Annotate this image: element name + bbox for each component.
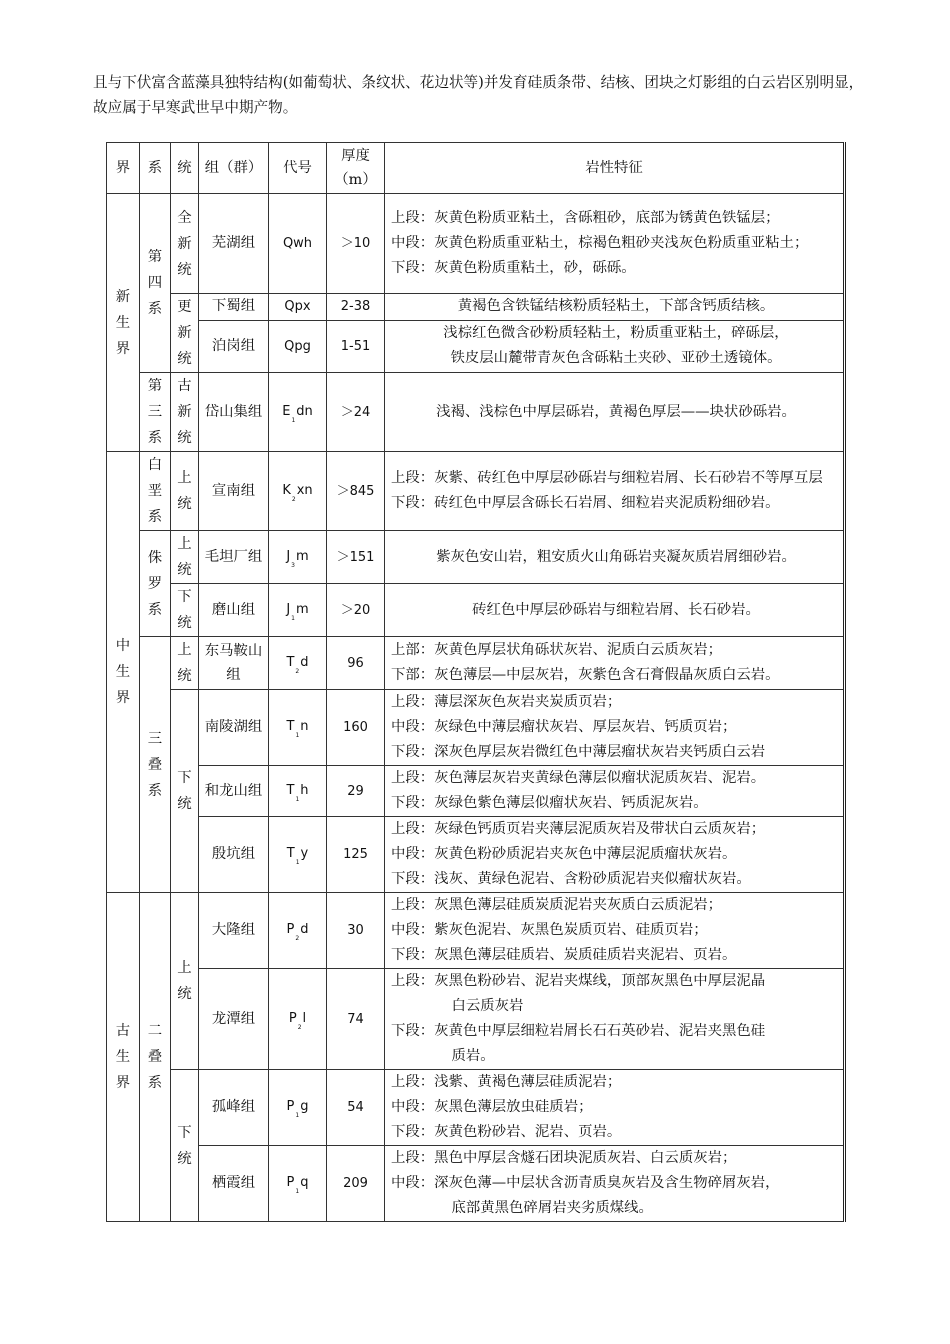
header-formation: 组（群）: [199, 143, 269, 194]
formation-cell: [199, 766, 269, 817]
lithology-line: 下段：灰黑色薄层硅质岩、炭质硅质岩夹泥岩、页岩。: [391, 947, 737, 963]
code-letter: P: [286, 1099, 295, 1114]
lithology-cell: [385, 194, 845, 294]
stratum-code: Qpg: [284, 338, 311, 354]
code-subscript: 1: [295, 1188, 300, 1195]
thickness-value: 96: [347, 655, 364, 671]
code-letter: J: [286, 548, 291, 564]
lithology-line: 上段：灰黑色薄层硅质炭质泥岩夹灰质白云质泥岩；: [391, 897, 722, 913]
code-cell: [269, 452, 327, 531]
lithology-cell: [385, 817, 845, 893]
table-row: [107, 766, 845, 817]
stratum-code: [282, 482, 313, 503]
lithology-line: 中段：灰黄色粉质重亚粘土，棕褐色粗砂夹浅灰色粉质重亚粘土；: [391, 235, 809, 251]
code-cell: [269, 294, 327, 321]
formation-name: 岱山集组: [204, 403, 263, 420]
lithology-line: 上部：灰黄色厚层状角砾状灰岩、泥质白云质灰岩；: [391, 642, 722, 658]
code-cell: [269, 893, 327, 969]
lithology-line: 中段：紫灰色泥岩、灰黑色炭质页岩、硅质页岩；: [391, 922, 708, 938]
code-rest: d: [300, 654, 309, 670]
lithology-line: 下段：浅灰、黄绿色泥岩、含粉砂质泥岩夹似瘤状灰岩。: [391, 871, 751, 887]
stratum-code: Qpx: [284, 299, 311, 315]
formation-cell: [199, 294, 269, 321]
formation-name: 大隆组: [211, 922, 256, 938]
series-cell: 上统: [171, 637, 199, 690]
system-cell: 三叠系: [140, 637, 171, 893]
code-subscript: 1: [295, 732, 300, 739]
lithology-line: 上段：黑色中厚层含燧石团块泥质灰岩、白云质灰岩；: [391, 1150, 737, 1166]
stratum-code: [286, 1175, 309, 1195]
stratum-code: [282, 403, 313, 424]
lithology-cell: [385, 969, 845, 1070]
code-cell: [269, 817, 327, 893]
series-cell: 古新统: [171, 373, 199, 452]
stratum-code: [286, 548, 309, 569]
lithology-line: 黄褐色含铁锰结核粉质轻粘土，下部含钙质结核。: [457, 298, 775, 315]
thickness-cell: [327, 817, 385, 893]
stratum-code: [286, 1099, 309, 1119]
thickness-cell: [327, 893, 385, 969]
system-cell: 白垩系: [140, 452, 171, 531]
code-cell: [269, 969, 327, 1070]
formation-cell: [199, 1070, 269, 1146]
thickness-value: ＞10: [340, 236, 371, 251]
thickness-cell: [327, 320, 385, 372]
stratigraphy-table: [106, 142, 846, 1222]
formation-cell: [199, 969, 269, 1070]
formation-name: 毛坦厂组: [204, 548, 263, 565]
lithology-line: 中段：灰黑色薄层放虫硅质岩；: [391, 1099, 593, 1115]
intro-paragraph: 且与下伏富含蓝藻具独特结构(如葡萄状、条纹状、花边状等)并发育硅质条带、结核、团块之灯影组的白云岩区别明显，故应属于早寒武世早中期产物。: [93, 74, 864, 116]
table-row: [107, 531, 845, 584]
code-rest: g: [300, 1099, 309, 1114]
code-cell: [269, 373, 327, 452]
system-cell: 侏罗系: [140, 531, 171, 637]
thickness-value: 54: [347, 1100, 364, 1115]
formation-name: 和龙山组: [204, 782, 263, 799]
table-row: [107, 1070, 845, 1146]
system-cell: 第四系: [140, 194, 171, 373]
lithology-line: 下段：灰绿色紫色薄层似瘤状灰岩、钙质泥灰岩。: [391, 795, 708, 811]
header-series: 统: [171, 143, 199, 194]
formation-name: 殷坑组: [211, 846, 256, 862]
code-cell: [269, 690, 327, 766]
system-cell: 第三系: [140, 373, 171, 452]
lithology-line: 上段：灰黄色粉质亚粘土，含砾粗砂，底部为锈黄色铁锰层；: [391, 210, 780, 226]
lithology-line: 白云质灰岩: [451, 998, 524, 1014]
thickness-value: 30: [347, 923, 364, 938]
thickness-cell: [327, 194, 385, 294]
thickness-value: ＞151: [336, 549, 375, 565]
lithology-line: 下段：灰黄色粉质重粘土，砂，砾砾。: [391, 260, 636, 276]
formation-cell: [199, 531, 269, 584]
stratum-code: [288, 1010, 307, 1031]
lithology-line: 浅褐、浅棕色中厚层砾岩，黄褐色厚层——块状砂砾岩。: [436, 403, 796, 420]
header-lithology: 岩性特征: [385, 143, 845, 194]
thickness-cell: [327, 294, 385, 321]
thickness-value: 160: [343, 720, 368, 735]
stratum-code: [286, 922, 309, 942]
header-row: [107, 143, 845, 194]
thickness-value: 74: [347, 1011, 364, 1027]
lithology-line: 下段：砖红色中厚层含砾长石岩屑、细粒岩夹泥质粉细砂岩。: [391, 495, 780, 511]
table-row: [107, 194, 845, 294]
code-cell: [269, 531, 327, 584]
lithology-line: 上段：灰紫、砖红色中厚层砂砾岩与细粒岩屑、长石砂岩不等厚互层: [391, 470, 823, 486]
header-code: 代号: [269, 143, 327, 194]
code-letter: K: [282, 482, 291, 498]
lithology-line: 中段：深灰色薄—中层状含沥青质臭灰岩及含生物碎屑灰岩，: [391, 1175, 780, 1191]
formation-name: 龙潭组: [211, 1010, 256, 1027]
code-cell: [269, 194, 327, 294]
code-cell: [269, 320, 327, 372]
thickness-cell: [327, 452, 385, 531]
code-subscript: 2: [295, 935, 300, 942]
code-subscript: 1: [295, 1112, 300, 1119]
lithology-line: 下段：灰黄色中厚层细粒岩屑长石石英砂岩、泥岩夹黑色硅: [391, 1023, 766, 1039]
code-rest: xn: [296, 482, 313, 498]
lithology-line: 下段：灰黄色粉砂岩、泥岩、页岩。: [391, 1124, 622, 1140]
thickness-value: ＞24: [340, 404, 371, 420]
lithology-line: 上段：薄层深灰色灰岩夹炭质页岩；: [391, 694, 622, 710]
series-cell: 上统: [171, 893, 199, 1070]
thickness-cell: [327, 637, 385, 690]
formation-cell: [199, 320, 269, 372]
code-letter: P: [286, 1175, 295, 1190]
table-row: [107, 584, 845, 637]
code-subscript: 1: [295, 859, 300, 866]
table-row: [107, 373, 845, 452]
code-rest: q: [300, 1175, 309, 1190]
erathem-cell: 古生界: [107, 893, 140, 1222]
series-cell: 上统: [171, 452, 199, 531]
code-letter: T: [286, 782, 295, 798]
formation-name: 宣南组: [211, 482, 256, 499]
formation-name: 磨山组: [211, 601, 256, 618]
stratum-code: [286, 719, 309, 739]
formation-cell: [199, 194, 269, 294]
lithology-cell: [385, 1070, 845, 1146]
lithology-cell: [385, 690, 845, 766]
code-rest: n: [300, 719, 309, 734]
thickness-cell: [327, 1146, 385, 1222]
formation-name: 孤峰组: [211, 1099, 256, 1115]
code-rest: l: [302, 1010, 307, 1026]
code-letter: E: [282, 403, 291, 419]
stratum-code: [286, 654, 309, 675]
thickness-cell: [327, 969, 385, 1070]
thickness-cell: [327, 690, 385, 766]
formation-cell: [199, 817, 269, 893]
code-rest: d: [300, 922, 309, 937]
series-cell: 全新统: [171, 194, 199, 294]
formation-name: 南陵湖组: [204, 719, 263, 735]
thickness-cell: [327, 1070, 385, 1146]
formation-name: 东马鞍山组: [204, 642, 263, 683]
series-cell: 下统: [171, 584, 199, 637]
formation-cell: [199, 1146, 269, 1222]
formation-cell: [199, 690, 269, 766]
thickness-cell: [327, 766, 385, 817]
formation-cell: [199, 584, 269, 637]
lithology-line: 上段：灰黑色粉砂岩、泥岩夹煤线，顶部灰黑色中厚层泥晶: [391, 973, 766, 989]
lithology-line: 铁皮层山麓带青灰色含砾粘土夹砂、亚砂土透镜体。: [450, 350, 782, 367]
lithology-line: 质岩。: [451, 1048, 495, 1064]
thickness-value: ＞20: [340, 602, 371, 618]
thickness-value: 125: [343, 847, 368, 862]
code-rest: h: [300, 782, 309, 798]
series-cell: 更新统: [171, 294, 199, 373]
code-cell: [269, 1070, 327, 1146]
lithology-cell: [385, 320, 845, 372]
lithology-line: 浅棕红色微含砂粉质轻粘土，粉质重亚粘土，碎砾层，: [443, 325, 789, 342]
code-subscript: 3: [291, 561, 295, 569]
series-cell: 上统: [171, 531, 199, 584]
formation-name: 芜湖组: [211, 235, 256, 251]
thickness-cell: [327, 584, 385, 637]
lithology-line: 上段：灰绿色钙质页岩夹薄层泥质灰岩及带状白云质灰岩；: [391, 821, 766, 837]
table-row: [107, 637, 845, 690]
code-rest: dn: [296, 403, 313, 419]
system-cell: 二叠系: [140, 893, 171, 1222]
lithology-cell: [385, 294, 845, 321]
code-subscript: 1: [291, 416, 296, 424]
code-subscript: 2: [291, 495, 296, 503]
header-system: 系: [140, 143, 171, 194]
series-cell: 下统: [171, 690, 199, 893]
formation-name: 下蜀组: [211, 298, 256, 315]
code-subscript: 2: [295, 667, 300, 675]
formation-cell: [199, 637, 269, 690]
table-row: [107, 969, 845, 1070]
lithology-cell: [385, 893, 845, 969]
formation-cell: [199, 373, 269, 452]
code-letter: T: [286, 719, 295, 734]
header-thickness: 厚度（m）: [327, 143, 385, 194]
code-subscript: 2: [297, 1023, 302, 1031]
code-letter: J: [286, 601, 291, 617]
lithology-cell: [385, 584, 845, 637]
code-cell: [269, 637, 327, 690]
table-row: [107, 452, 845, 531]
stratum-code: [286, 782, 309, 803]
formation-name: 泊岗组: [211, 337, 256, 354]
thickness-value: 209: [343, 1176, 368, 1191]
table-row: [107, 893, 845, 969]
thickness-value: 2-38: [340, 299, 371, 315]
lithology-cell: [385, 531, 845, 584]
lithology-line: 下段：深灰色厚层灰岩微红色中薄层瘤状灰岩夹钙质白云岩: [391, 744, 766, 760]
table-row: [107, 1146, 845, 1222]
lithology-line: 底部黄黑色碎屑岩夹劣质煤线。: [451, 1200, 653, 1216]
code-rest: m: [296, 548, 309, 564]
erathem-cell: 中生界: [107, 452, 140, 893]
lithology-line: 下部：灰色薄层—中层灰岩，灰紫色含石膏假晶灰质白云岩。: [391, 667, 780, 683]
formation-name: 栖霞组: [211, 1175, 256, 1191]
lithology-cell: [385, 1146, 845, 1222]
lithology-cell: [385, 766, 845, 817]
lithology-line: 中段：灰绿色中薄层瘤状灰岩、厚层灰岩、钙质页岩；: [391, 719, 737, 735]
header-erathem: 界: [107, 143, 140, 194]
lithology-cell: [385, 637, 845, 690]
code-rest: y: [300, 846, 309, 861]
code-letter: T: [286, 846, 295, 861]
stratum-code: Qwh: [282, 236, 313, 251]
code-cell: [269, 1146, 327, 1222]
table-row: [107, 320, 845, 372]
lithology-line: 上段：浅紫、黄褐色薄层硅质泥岩；: [391, 1074, 622, 1090]
lithology-cell: [385, 373, 845, 452]
table-row: [107, 690, 845, 766]
code-cell: [269, 766, 327, 817]
thickness-value: ＞845: [336, 483, 375, 499]
lithology-cell: [385, 452, 845, 531]
thickness-cell: [327, 373, 385, 452]
code-cell: [269, 584, 327, 637]
code-letter: P: [286, 922, 295, 937]
lithology-line: 上段：灰色薄层灰岩夹黄绿色薄层似瘤状泥质灰岩、泥岩。: [391, 770, 766, 786]
series-cell: 下统: [171, 1070, 199, 1222]
code-letter: P: [288, 1010, 297, 1026]
lithology-line: 紫灰色安山岩，粗安质火山角砾岩夹凝灰质岩屑细砂岩。: [436, 548, 796, 565]
table-row: [107, 817, 845, 893]
stratum-code: [286, 846, 309, 866]
thickness-cell: [327, 531, 385, 584]
code-subscript: 1: [295, 795, 300, 803]
code-letter: T: [286, 654, 295, 670]
code-subscript: 1: [291, 614, 295, 622]
formation-cell: [199, 893, 269, 969]
formation-cell: [199, 452, 269, 531]
erathem-cell: 新生界: [107, 194, 140, 452]
code-rest: m: [296, 601, 309, 617]
table-row: [107, 294, 845, 321]
thickness-value: 1-51: [340, 338, 371, 354]
lithology-line: 砖红色中厚层砂砾岩与细粒岩屑、长石砂岩。: [472, 601, 760, 618]
stratum-code: [286, 601, 309, 622]
lithology-line: 中段：灰黄色粉砂质泥岩夹灰色中薄层泥质瘤状灰岩。: [391, 846, 737, 862]
thickness-value: 29: [347, 783, 364, 799]
